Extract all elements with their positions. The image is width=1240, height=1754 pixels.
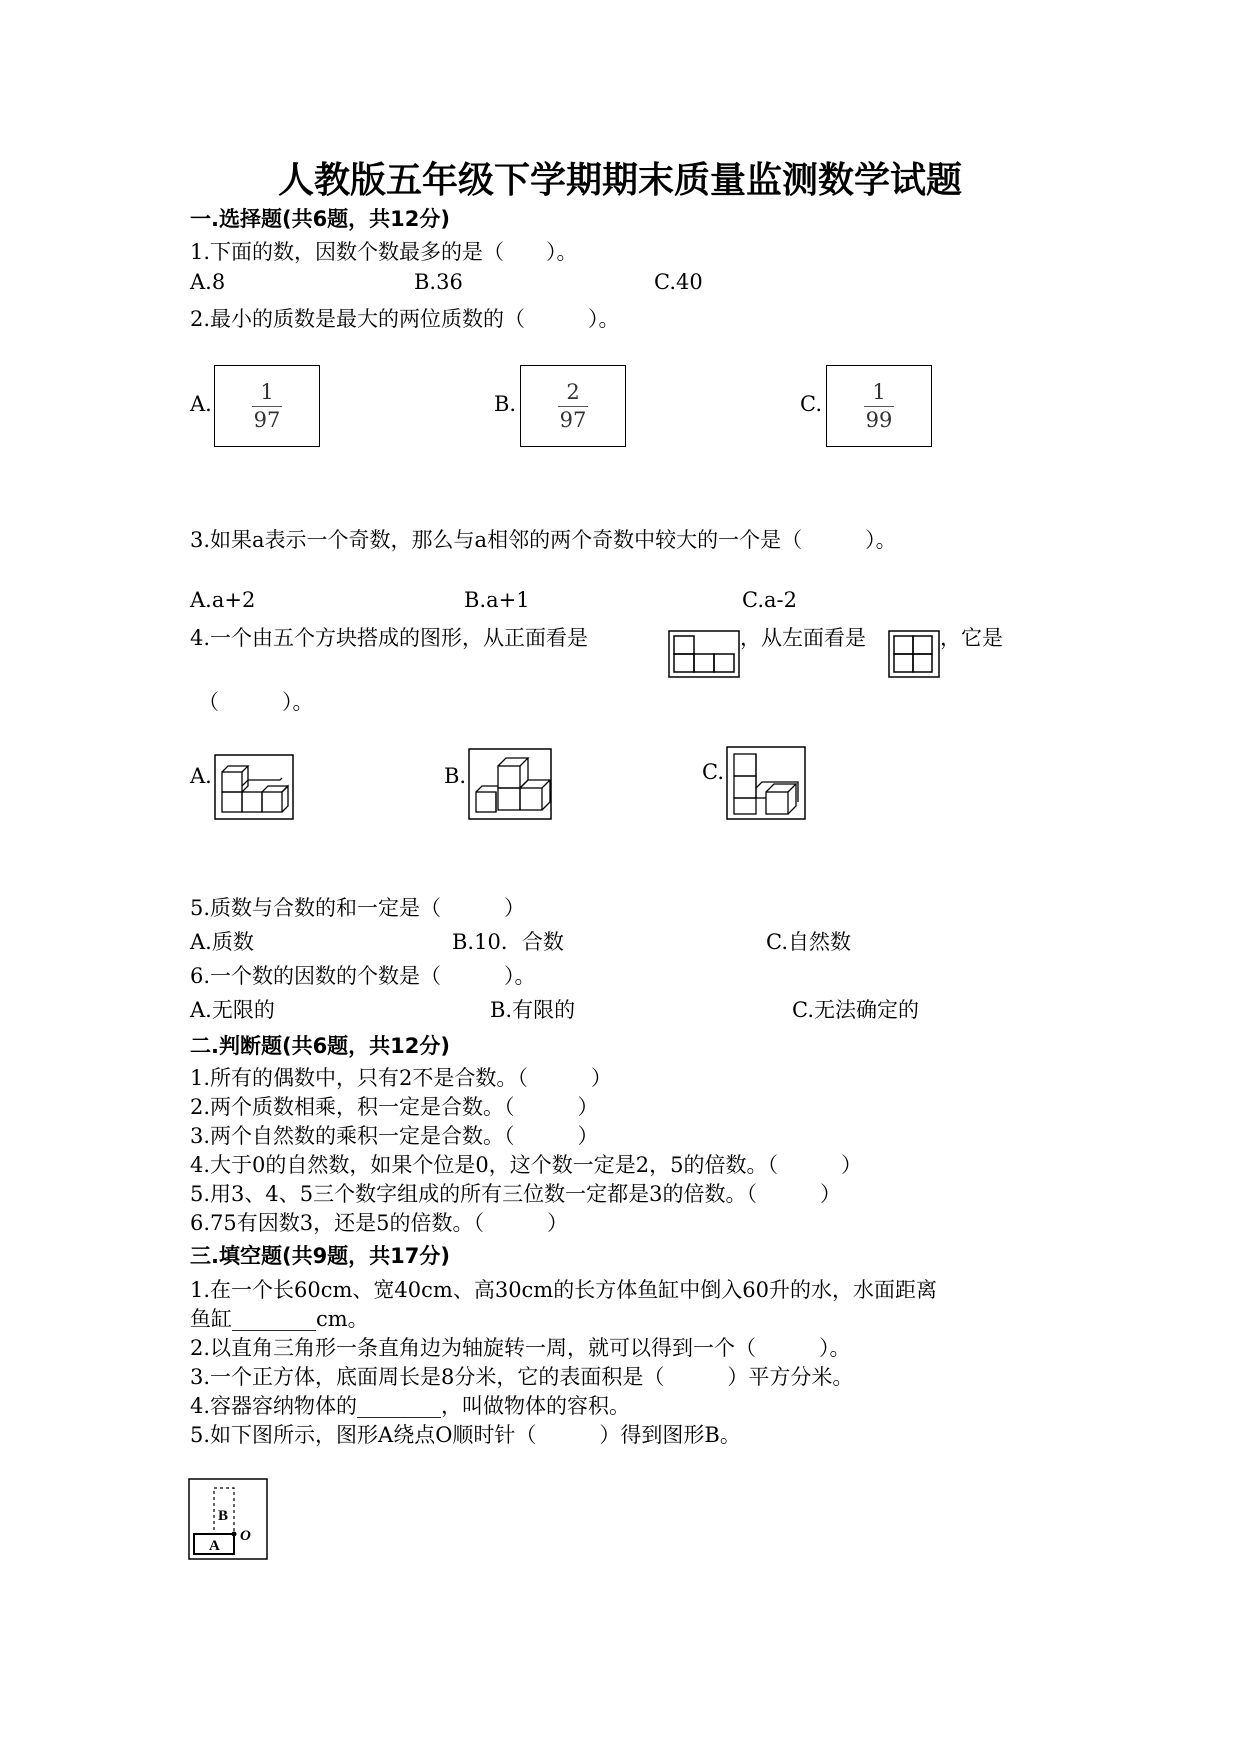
option-b-fraction-box [520, 365, 626, 447]
judgement-item: 6.75有因数3，还是5的倍数。（ ） [190, 1211, 568, 1235]
option-b-label: B. [494, 392, 517, 416]
option-a: A.无限的 [190, 998, 275, 1022]
point-o [232, 1532, 237, 1537]
section-heading-choice: 一.选择题(共6题，共12分) [190, 207, 451, 231]
fraction-numerator: 1 [872, 380, 886, 404]
judgement-item: 3.两个自然数的乘积一定是合数。（ ） [190, 1124, 599, 1148]
question-stem: ，从左面看是 [740, 626, 866, 650]
label-o: O [240, 1528, 251, 1544]
question-stem: ，它是 [940, 626, 1003, 650]
option-a: A.8 [190, 270, 226, 294]
front-view-figure [668, 630, 740, 678]
page-title: 人教版五年级下学期期末质量监测数学试题 [277, 159, 962, 201]
option-c-label: C. [800, 392, 822, 416]
fraction-denominator: 97 [559, 408, 587, 432]
rotation-figure [188, 1478, 268, 1560]
option-b: B.有限的 [490, 998, 576, 1022]
fill-blank-item: 2.以直角三角形一条直角边为轴旋转一周，就可以得到一个（ ）。 [190, 1336, 851, 1360]
option-c: C.a-2 [742, 588, 797, 612]
fill-blank-item: 鱼缸________cm。 [190, 1307, 369, 1331]
question-stem: 5.质数与合数的和一定是（ ） [190, 896, 526, 920]
fill-blank-item: 3.一个正方体，底面周长是8分米，它的表面积是（ ）平方分米。 [190, 1365, 854, 1389]
option-b: B.a+1 [464, 588, 530, 612]
option-c: C.40 [654, 270, 703, 294]
left-view-figure [888, 630, 940, 678]
option-c-fraction-box [826, 365, 932, 447]
fraction-denominator: 97 [253, 408, 281, 432]
fill-blank-item: 5.如下图所示，图形A绕点O顺时针（ ）得到图形B。 [190, 1423, 741, 1447]
option-c: C.自然数 [766, 930, 851, 954]
question-stem: 3.如果a表示一个奇数，那么与a相邻的两个奇数中较大的一个是（ ）。 [190, 528, 897, 552]
option-b: B.36 [414, 270, 463, 294]
fill-blank-item: 4.容器容纳物体的________，叫做物体的容积。 [190, 1394, 631, 1418]
section-heading-fill-blank: 三.填空题(共9题，共17分) [190, 1244, 451, 1268]
fraction-denominator: 99 [865, 408, 893, 432]
section-heading-judgement: 二.判断题(共6题，共12分) [190, 1034, 451, 1058]
option-c-label: C. [702, 760, 724, 784]
fraction-numerator: 2 [566, 380, 580, 404]
option-c-cube-figure [726, 746, 806, 820]
question-stem: 4.一个由五个方块搭成的图形，从正面看是 [190, 626, 589, 650]
option-a: A.a+2 [190, 588, 256, 612]
option-a-fraction-box [214, 365, 320, 447]
option-a: A.质数 [190, 930, 254, 954]
label-b: B [218, 1508, 229, 1524]
judgement-item: 4.大于0的自然数，如果个位是0，这个数一定是2，5的倍数。（ ） [190, 1153, 862, 1177]
judgement-item: 2.两个质数相乘，积一定是合数。（ ） [190, 1095, 599, 1119]
fraction-numerator: 1 [260, 380, 274, 404]
option-b-label: B. [444, 764, 467, 788]
fill-blank-item: 1.在一个长60cm、宽40cm、高30cm的长方体鱼缸中倒入60升的水，水面距离 [190, 1278, 937, 1302]
question-stem: 6.一个数的因数的个数是（ ）。 [190, 964, 536, 988]
option-c: C.无法确定的 [792, 998, 919, 1022]
option-b-cube-figure [468, 748, 552, 820]
judgement-item: 1.所有的偶数中，只有2不是合数。（ ） [190, 1066, 612, 1090]
label-a: A [209, 1538, 220, 1554]
question-stem: 1.下面的数，因数个数最多的是（ ）。 [190, 240, 578, 264]
question-stem: 2.最小的质数是最大的两位质数的（ ）。 [190, 307, 620, 331]
option-a-label: A. [190, 392, 212, 416]
option-a-cube-figure [214, 754, 294, 820]
question-stem: （ ）。 [198, 690, 314, 714]
option-b: B.10．合数 [452, 930, 564, 954]
option-a-label: A. [190, 764, 212, 788]
judgement-item: 5.用3、4、5三个数字组成的所有三位数一定都是3的倍数。（ ） [190, 1182, 841, 1206]
